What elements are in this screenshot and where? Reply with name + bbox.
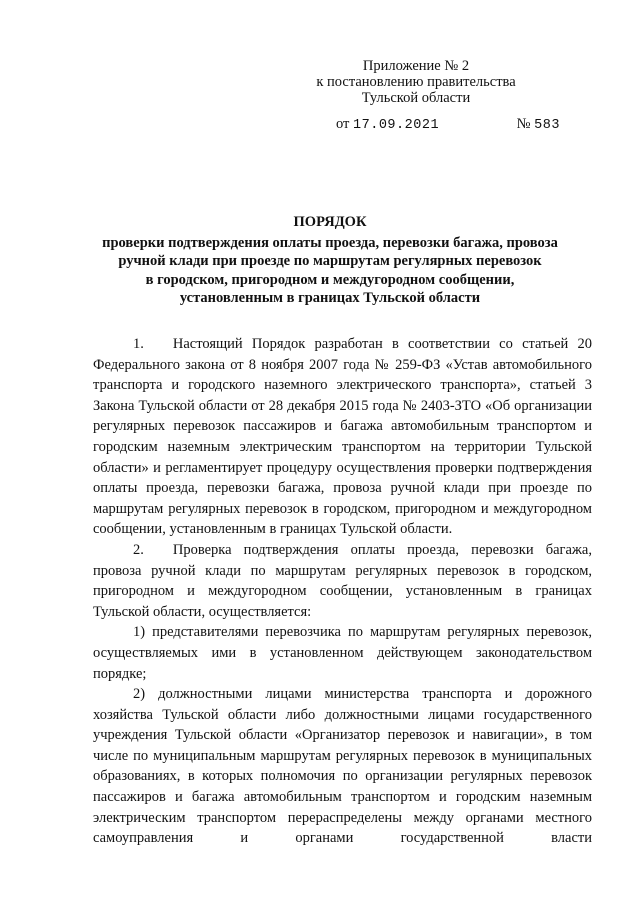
date-label: от bbox=[336, 116, 350, 132]
decree-number: 583 bbox=[534, 118, 560, 133]
document-subtitle-line: установленным в границах Тульской области bbox=[179, 290, 481, 306]
document-subtitle-line: проверки подтверждения оплаты проезда, перевозки багажа, провоза bbox=[102, 234, 558, 251]
appendix-reference: к постановлению правительства bbox=[316, 74, 516, 90]
document-title-block bbox=[95, 213, 565, 308]
document-body bbox=[93, 334, 592, 849]
paragraph-2-item-2: 2) должностными лицами министерства транспорта и дорожного хозяйства Тульской области либо должностными лицами государственного учреждения Тульской области «Организатор перевозок и навигации», в том числе по муниципальным маршрутам регулярных перевозок в муниципальных образованиях, в которых полномочия по организации регулярных перевозок пассажиров и багажа автомобильным транспортом и городским наземным электрическим транспортом перераспределены между органами местного самоуправления и органами государственной власти bbox=[93, 686, 592, 847]
paragraph-1: 1. Настоящий Порядок разработан в соответствии со статьей 20 Федерального закона от 8 ноября 2007 года № 259-ФЗ «Устав автомобильного транспорта и городского наземного электрического транспорта», статьей 3 Закона Тульской области от 28 декабря 2015 года № 2403-ЗТО «Об организации регулярных перевозок пассажиров и багажа автомобильным транспортом и городским наземным электрическим транспортом на территории Тульской области» и регламентирует процедуру осуществления проверки подтверждения оплаты проезда, перевозки багажа, провоза ручной клади при проезде по маршрутам регулярных перевозок в городском, пригородном и междугородном сообщении, установленным в границах Тульской области. bbox=[93, 336, 592, 538]
document-title: ПОРЯДОК bbox=[293, 214, 367, 230]
paragraph-2: 2. Проверка подтверждения оплаты проезда, перевозки багажа, провоза ручной клади по маршрутам регулярных перевозок в городском, пригородном и междугородном сообщении, установленным в границах Тульской области, осуществляется: bbox=[93, 541, 592, 620]
decree-dateline bbox=[336, 116, 560, 133]
decree-date: 17.09.2021 bbox=[353, 118, 440, 133]
number-label: № bbox=[516, 116, 531, 132]
paragraph-2-item-1: 1) представителями перевозчика по маршрутам регулярных перевозок, осуществляемых ими в установленном действующем законодательством порядке; bbox=[93, 624, 592, 682]
document-subtitle-line: в городском, пригородном и междугородном сообщении, bbox=[145, 271, 515, 288]
appendix-header bbox=[296, 58, 536, 106]
appendix-region: Тульской области bbox=[361, 90, 471, 106]
appendix-number: Приложение № 2 bbox=[362, 58, 470, 74]
document-subtitle-line: ручной клади при проезде по маршрутам регулярных перевозок bbox=[118, 253, 542, 269]
